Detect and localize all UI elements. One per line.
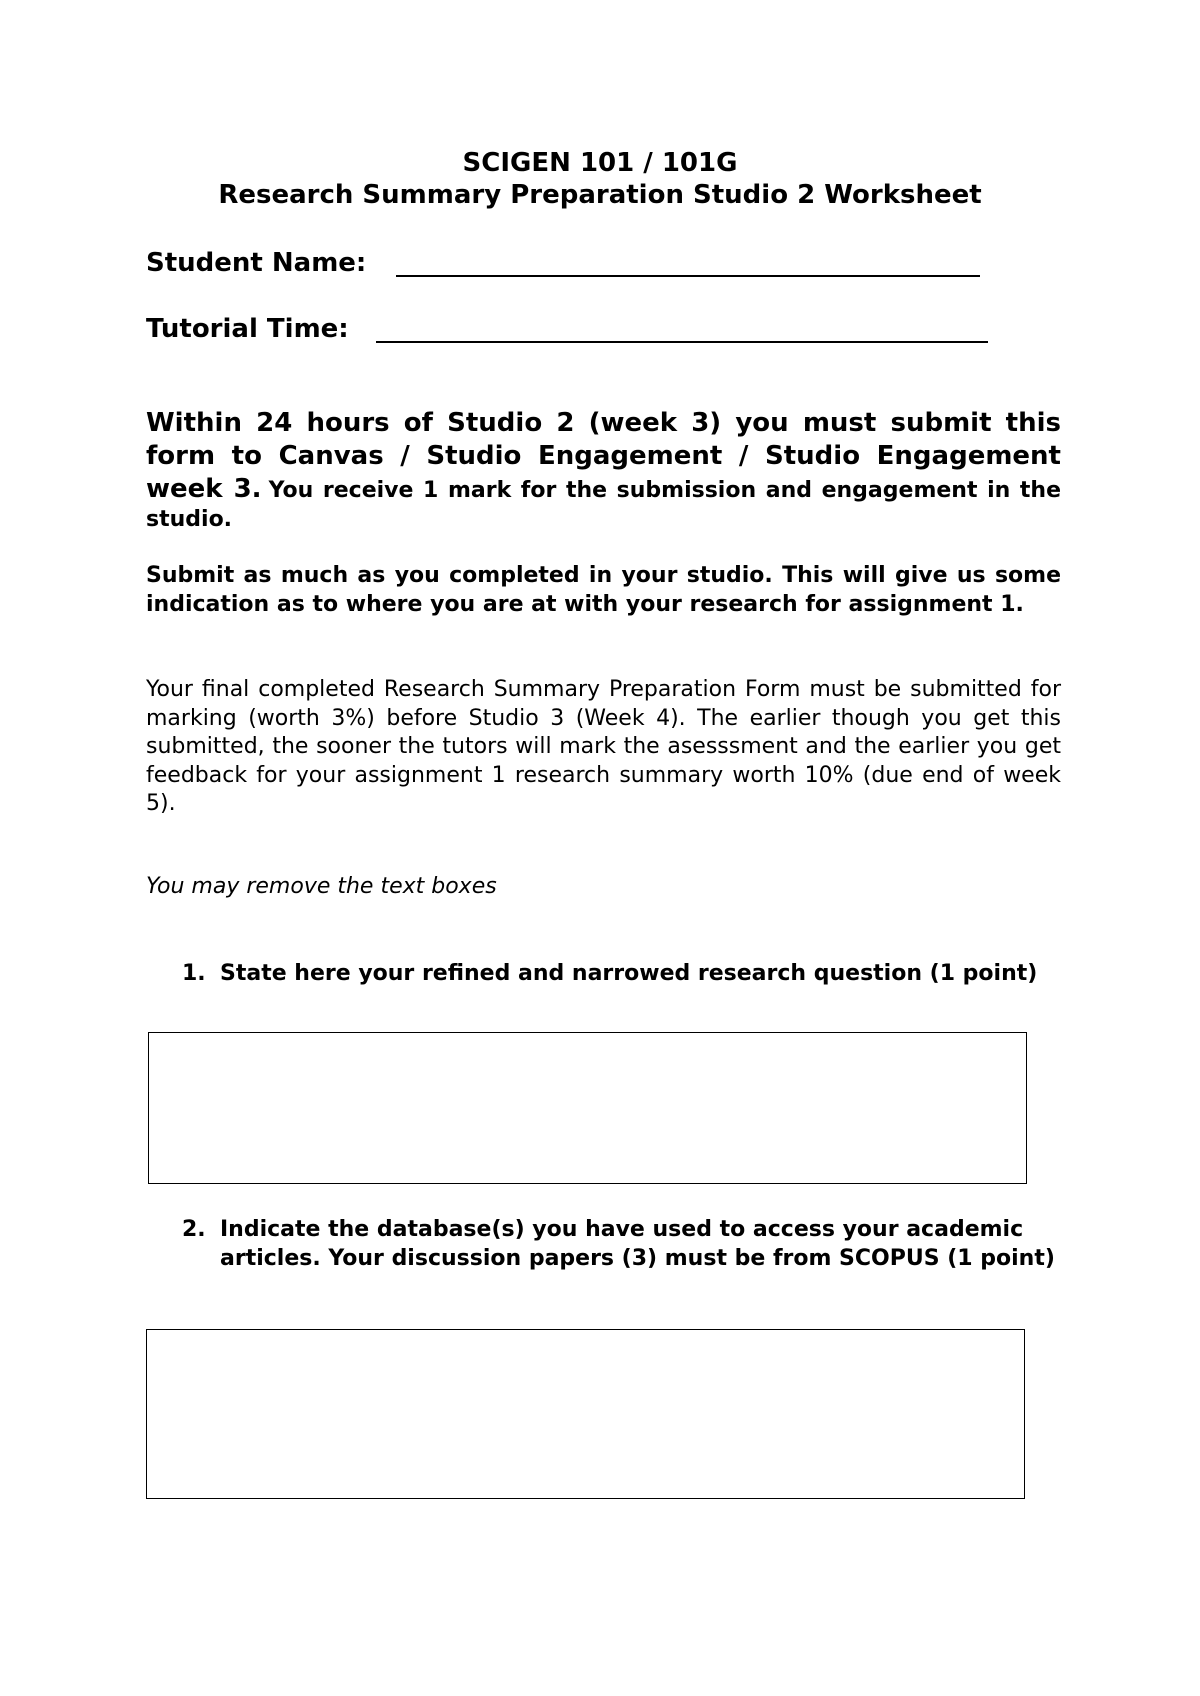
submission-mark-text: You receive 1 mark for the submission and engagement in the studio.	[146, 478, 1061, 532]
question-1	[182, 960, 1062, 989]
question-text: Indicate the database(s) you have used to access your academic articles. Your discussion papers (3) must be from SCOPUS (1 point)	[220, 1217, 1055, 1271]
submission-deadline-text: Within 24 hours of Studio 2 (week 3) you must submit this form to Canvas / Studio Engagement / Studio Engagement week 3.	[146, 408, 1061, 504]
question-number: 1.	[182, 961, 206, 986]
worksheet-title: Research Summary Preparation Studio 2 Worksheet	[218, 180, 982, 210]
question-2	[182, 1216, 1062, 1273]
course-code: SCIGEN 101 / 101G	[462, 148, 738, 178]
final-form-instructions: Your final completed Research Summary Preparation Form must be submitted for marking (worth 3%) before Studio 3 (Week 4). The earlier though you get this submitted, the sooner the tutors will mark the asesssment and the earlier you get feedback for your assignment 1 research summary worth 10% (due end of week 5).	[146, 677, 1061, 816]
question-number: 2.	[182, 1217, 206, 1242]
question-1-answer-box[interactable]	[148, 1032, 1027, 1184]
tutorial-time-label: Tutorial Time:	[146, 314, 349, 344]
student-name-label: Student Name:	[146, 248, 367, 278]
text-box-note: You may remove the text boxes	[146, 874, 497, 899]
student-name-field[interactable]	[396, 275, 980, 277]
tutorial-time-field[interactable]	[376, 341, 988, 343]
question-text: State here your refined and narrowed research question (1 point)	[220, 961, 1038, 986]
progress-instructions: Submit as much as you completed in your studio. This will give us some indication as to where you are at with your research for assignment 1.	[146, 563, 1061, 617]
question-2-answer-box[interactable]	[146, 1329, 1025, 1499]
submission-instructions	[146, 407, 1061, 535]
